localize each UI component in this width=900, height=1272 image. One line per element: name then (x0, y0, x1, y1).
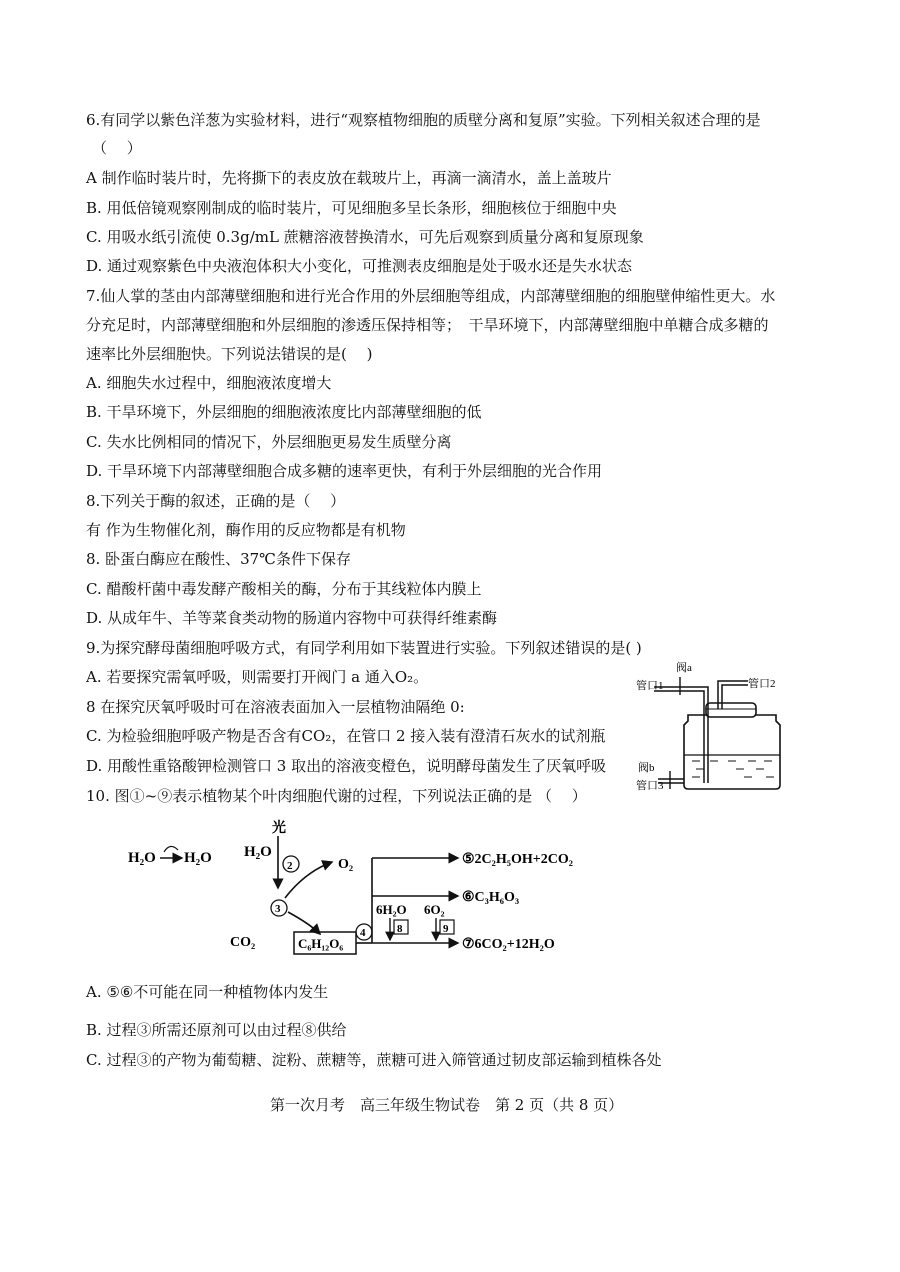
h2o-right-label: H₂O (184, 850, 212, 866)
valve-b-label: 阀b (638, 762, 655, 774)
q9-stem: 9.为探究酵母菌细胞呼吸方式，有同学利用如下装置进行实验。下列叙述错误的是( ) (86, 639, 642, 657)
q8-stem: 8.下列关于酶的叙述，正确的是（ ） (86, 492, 346, 510)
svg-text:9: 9 (443, 923, 449, 935)
q7-stem-line-3: 速率比外层细胞快。下列说法错误的是( ) (86, 345, 373, 363)
svg-text:2: 2 (287, 860, 293, 872)
port3-label: 管口3 (636, 780, 664, 792)
q10-option-c: C. 过程③的产物为葡萄糖、淀粉、蔗糖等，蔗糖可进入筛管通过韧皮部运输到植株各处 (86, 1051, 662, 1069)
q6-stem: 6.有同学以紫色洋葱为实验材料，进行“观察植物细胞的质壁分离和复原”实验。下列相关叙述合理的是 (86, 111, 761, 129)
q8-option-a: 有 作为生物催化剂，酶作用的反应物都是有机物 (86, 521, 406, 539)
q10-stem: 10. 图①~⑨表示植物某个叶肉细胞代谢的过程，下列说法正确的是 （ ） (86, 787, 587, 805)
q9-apparatus-figure (636, 655, 816, 795)
stopper (706, 703, 756, 717)
q6-option-b: B. 用低倍镜观察刚制成的临时装片，可见细胞多呈长条形，细胞核位于细胞中央 (86, 199, 617, 217)
light-label: 光 (272, 821, 286, 836)
svg-text:4: 4 (360, 927, 366, 939)
q10-option-a: A. ⑤⑥不可能在同一种植物体内发生 (86, 983, 329, 1001)
port2-label: 管口2 (748, 678, 776, 690)
q8-option-b: 8. 卧蛋白酶应在酸性、37℃条件下保存 (86, 550, 351, 568)
q7-option-c: C. 失水比例相同的情况下，外层细胞更易发生质壁分离 (86, 433, 452, 451)
product-5-label: ⑤2C₂H₅OH+2CO₂ (462, 852, 573, 867)
svg-text:8: 8 (397, 923, 403, 935)
to-glucose-arrow (288, 912, 320, 934)
h2o-top-label: H₂O (244, 844, 272, 860)
page-footer: 第一次月考 高三年级生物试卷 第 2 页（共 8 页） (270, 1096, 624, 1114)
q7-option-b: B. 干旱环境下，外层细胞的细胞液浓度比内部薄壁细胞的低 (86, 403, 482, 421)
port1-label: 管口1 (636, 680, 664, 692)
cycle-icon (164, 846, 178, 852)
product-6-label: ⑥C₃H₆O₃ (462, 890, 520, 905)
valve-a-label: 阀a (676, 662, 692, 674)
co2-label: CO₂ (230, 935, 256, 950)
o2-6-label: 6O₂ (424, 902, 445, 917)
glucose-label: C₆H₁₂O₆ (298, 936, 344, 951)
q9-option-a: A. 若要探究需氧呼吸，则需要打开阀门 a 通入O₂。 (86, 668, 429, 686)
q6-option-d: D. 通过观察紫色中央液泡体积大小变化，可推测表皮细胞是处于吸水还是失水状态 (86, 257, 633, 275)
h2o-6-label: 6H₂O (376, 902, 407, 917)
q9-option-c: C. 为检验细胞呼吸产物是否含有CO₂，在管口 2 接入装有澄清石灰水的试剂瓶 (86, 727, 606, 745)
q7-stem-line-2: 分充足时，内部薄壁细胞和外层细胞的渗透压保持相等； 干旱环境下，内部薄壁细胞中单糖合成多糖的 (86, 316, 769, 334)
svg-text:3: 3 (275, 903, 281, 915)
q6-answer-paren: （ ） (92, 139, 142, 157)
q10-option-b: B. 过程③所需还原剂可以由过程⑧供给 (86, 1021, 347, 1039)
q8-option-d: D. 从成年牛、羊等菜食类动物的肠道内容物中可获得纤维素酶 (86, 609, 498, 627)
q6-option-c: C. 用吸水纸引流使 0.3g/mL 蔗糖溶液替换清水，可先后观察到质量分离和复原现象 (86, 228, 644, 246)
q7-option-d: D. 干旱环境下内部薄壁细胞合成多糖的速率更快，有利于外层细胞的光合作用 (86, 462, 603, 480)
q8-option-c: C. 醋酸杆菌中毒发酵产酸相关的酶，分布于其线粒体内膜上 (86, 580, 482, 598)
q7-stem-line-1: 7.仙人掌的茎由内部薄壁细胞和进行光合作用的外层细胞等组成，内部薄壁细胞的细胞壁伸缩性更大。水 (86, 287, 776, 305)
q10-metabolism-diagram (120, 816, 600, 961)
q9-option-b: 8 在探究厌氧呼吸时可在溶液表面加入一层植物油隔绝 0: (86, 698, 465, 716)
h2o-left-label: H₂O (128, 850, 156, 866)
bottle-outline (684, 715, 780, 789)
q9-option-d: D. 用酸性重铬酸钾检测管口 3 取出的溶液变橙色，说明酵母菌发生了厌氧呼吸 (86, 757, 607, 775)
q7-option-a: A. 细胞失水过程中，细胞液浓度增大 (86, 374, 332, 392)
product-7-label: ⑦6CO₂+12H₂O (462, 937, 555, 952)
q6-option-a: A 制作临时装片时，先将撕下的表皮放在载玻片上，再滴一滴清水，盖上盖玻片 (86, 169, 612, 187)
o2-label: O₂ (338, 857, 354, 872)
